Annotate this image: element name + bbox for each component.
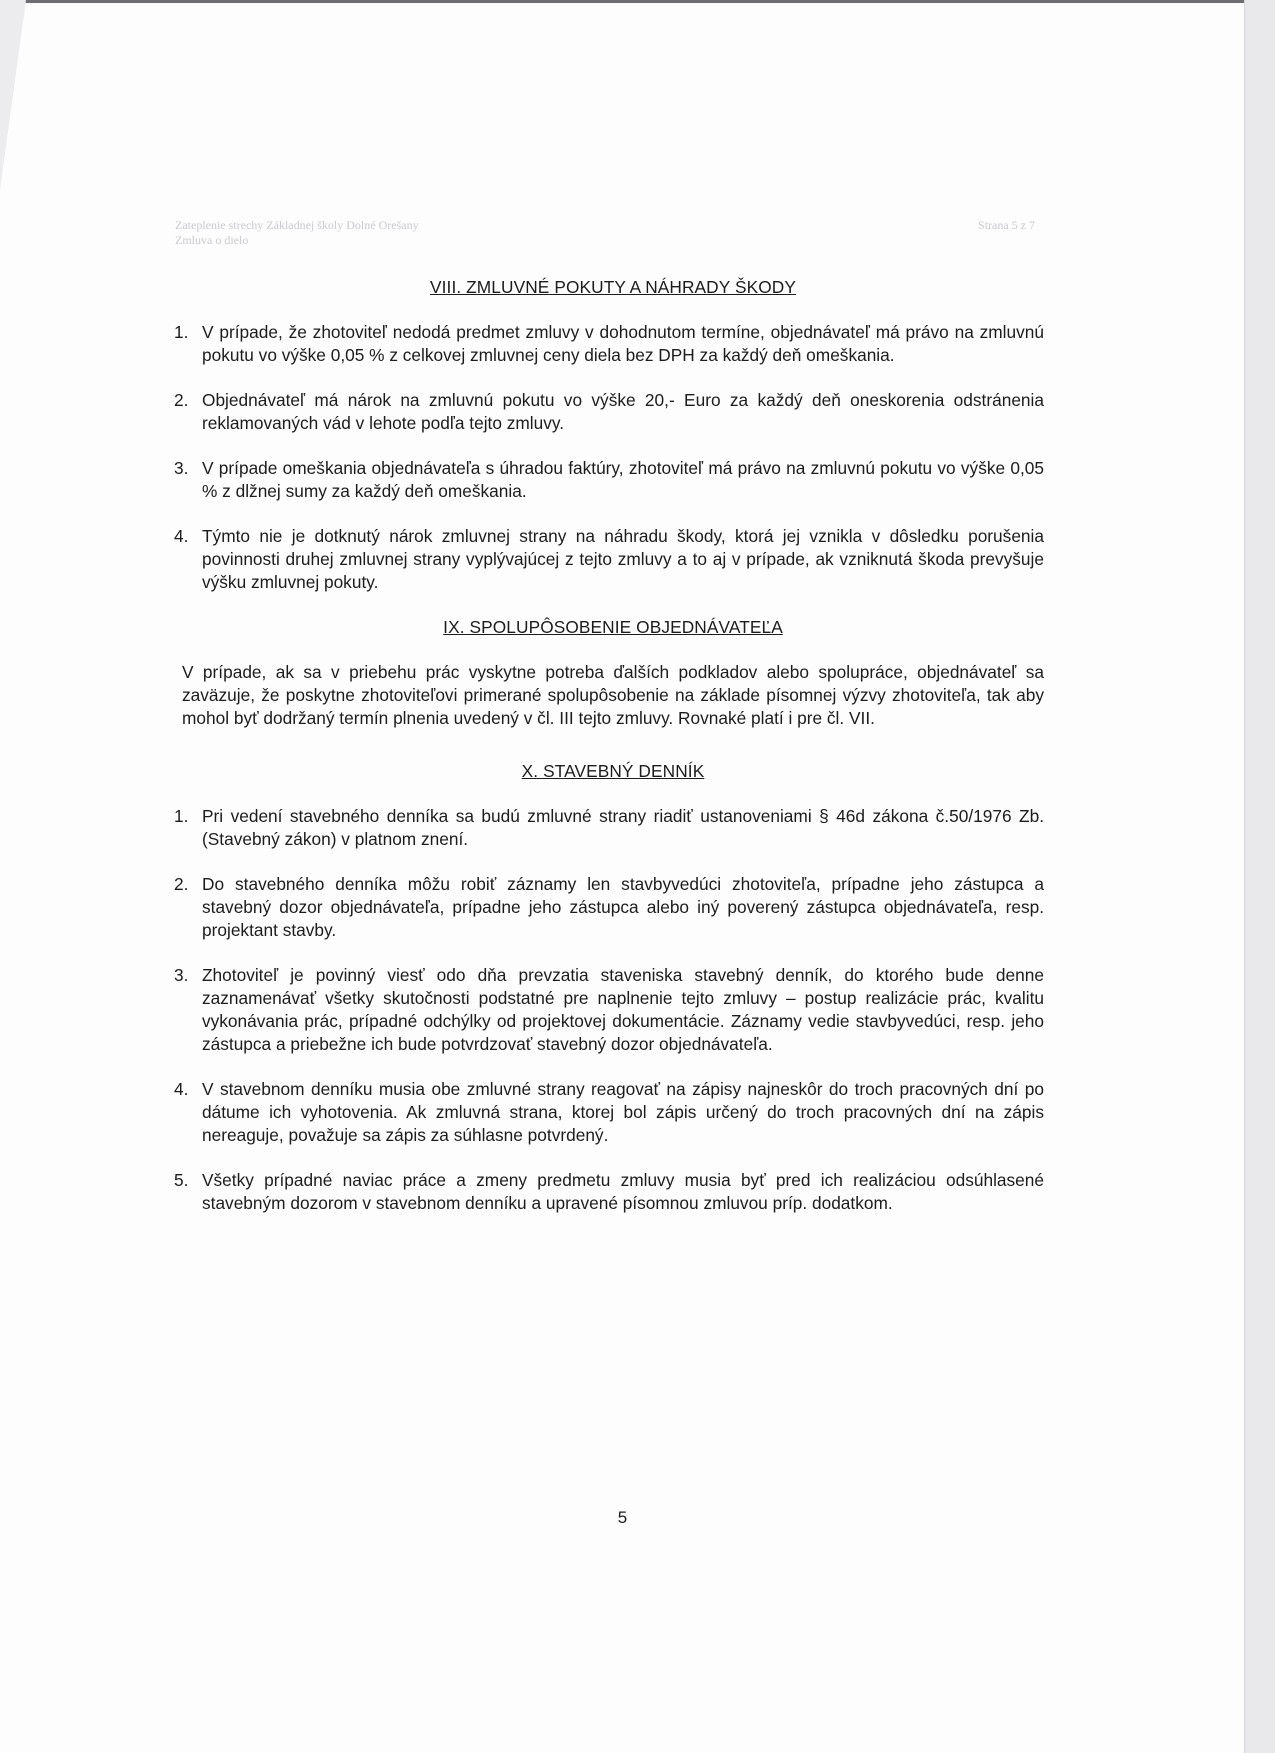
page-header <box>175 218 1035 248</box>
section-x <box>174 760 1044 1215</box>
item-number: 3. <box>174 458 189 478</box>
scan-corner-shadow <box>0 0 26 190</box>
list-item <box>174 805 1044 851</box>
item-text: Objednávateľ má nárok na zmluvnú pokutu vo výške 20,- Euro za každý deň oneskorenia odstránenia reklamovaných vád v lehote podľa tejto zmluvy. <box>202 390 1044 433</box>
header-project-title: Zateplenie strechy Základnej školy Dolné Orešany <box>175 218 419 232</box>
list-item <box>174 457 1044 503</box>
item-number: 1. <box>174 806 189 826</box>
list-item <box>174 321 1044 367</box>
item-number: 2. <box>174 874 189 894</box>
list-item <box>174 1169 1044 1215</box>
item-text: Týmto nie je dotknutý nárok zmluvnej strany na náhradu škody, ktorá jej vznikla v dôsledku porušenia povinnosti druhej zmluvnej strany vyplývajúcej z tejto zmluvy a to aj v prípade, ak vzniknutá škoda prevyšuje výšku zmluvnej pokuty. <box>202 526 1044 592</box>
item-text: V prípade, že zhotoviteľ nedodá predmet zmluvy v dohodnutom termíne, objednávateľ má právo na zmluvnú pokutu vo výške 0,05 % z celkovej zmluvnej ceny diela bez DPH za každý deň omeškania. <box>202 322 1044 365</box>
section-viii <box>174 276 1044 594</box>
item-number: 4. <box>174 1079 189 1099</box>
list-item <box>174 389 1044 435</box>
document-body <box>174 276 1044 1237</box>
header-page-indicator: Strana 5 z 7 <box>978 218 1035 232</box>
section-heading: IX. SPOLUPÔSOBENIE OBJEDNÁVATEĽA <box>443 617 783 637</box>
item-number: 1. <box>174 322 189 342</box>
section-heading: X. STAVEBNÝ DENNÍK <box>521 761 705 781</box>
scanner-background-edge <box>1244 0 1275 1753</box>
list-item <box>174 1078 1044 1147</box>
scan-top-edge <box>0 0 1245 3</box>
item-text: Do stavebného denníka môžu robiť záznamy len stavbyvedúci zhotoviteľa, prípadne jeho zástupca a stavebný dozor objednávateľa, prípadne jeho zástupca alebo iný poverený zástupca objednávateľa, resp. projektant stavby. <box>202 874 1044 940</box>
header-left <box>175 218 419 248</box>
list-item <box>174 964 1044 1056</box>
item-number: 5. <box>174 1170 189 1190</box>
section-ix <box>182 616 1044 730</box>
section-paragraph: V prípade, ak sa v priebehu prác vyskytne potreba ďalších podkladov alebo spolupráce, objednávateľ sa zaväzuje, že poskytne zhotoviteľovi primerané spolupôsobenie na základe písomnej výzvy zhotoviteľa, tak aby mohol byť dodržaný termín plnenia uvedený v čl. III tejto zmluvy. Rovnaké platí i pre čl. VII. <box>182 662 1044 728</box>
item-text: Pri vedení stavebného denníka sa budú zmluvné strany riadiť ustanoveniami § 46d zákona č.50/1976 Zb. (Stavebný zákon) v platnom znení. <box>202 806 1044 849</box>
item-number: 2. <box>174 390 189 410</box>
item-number: 3. <box>174 965 189 985</box>
list-item <box>174 873 1044 942</box>
item-text: V prípade omeškania objednávateľa s úhradou faktúry, zhotoviteľ má právo na zmluvnú pokutu vo výške 0,05 % z dlžnej sumy za každý deň omeškania. <box>202 458 1044 501</box>
section-heading: VIII. ZMLUVNÉ POKUTY A NÁHRADY ŠKODY <box>430 277 796 297</box>
item-number: 4. <box>174 526 189 546</box>
item-text: Všetky prípadné naviac práce a zmeny predmetu zmluvy musia byť pred ich realizáciou odsúhlasené stavebným dozorom v stavebnom denníku a upravené písomnou zmluvou príp. dodatkom. <box>202 1170 1044 1213</box>
header-document-type: Zmluva o dielo <box>175 233 249 247</box>
list-item <box>174 525 1044 594</box>
page-number: 5 <box>617 1508 628 1527</box>
item-text: V stavebnom denníku musia obe zmluvné strany reagovať na zápisy najneskôr do troch pracovných dní po dátume ich vyhotovenia. Ak zmluvná strana, ktorej bol zápis určený do troch pracovných dní na zápis nereaguje, považuje sa zápis za súhlasne potvrdený. <box>202 1079 1044 1145</box>
item-text: Zhotoviteľ je povinný viesť odo dňa prevzatia staveniska stavebný denník, do ktorého bude denne zaznamenávať všetky skutočnosti podstatné pre naplnenie tejto zmluvy – postup realizácie prác, kvalitu vykonávania prác, prípadné odchýlky od projektovej dokumentácie. Záznamy vedie stavbyvedúci, resp. jeho zástupca a priebežne ich bude potvrdzovať stavebný dozor objednávateľa. <box>202 965 1044 1054</box>
